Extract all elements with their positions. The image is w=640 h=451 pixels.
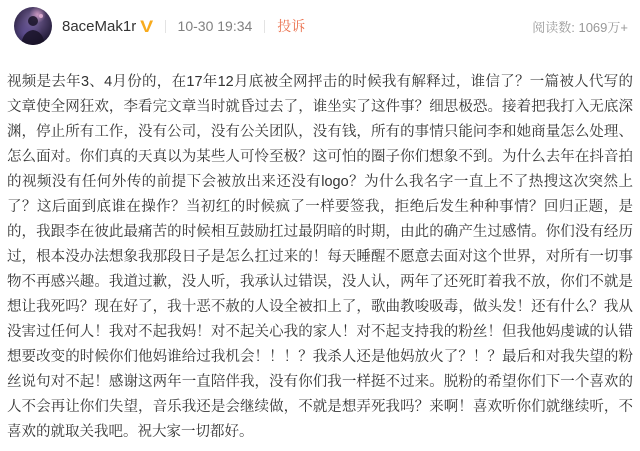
timestamp: 10-30 19:34 [177,18,253,34]
avatar-silhouette-icon [14,7,52,45]
verified-icon: V [140,16,154,36]
avatar[interactable] [14,7,52,45]
read-count: 阅读数: 1069万+ [532,19,628,35]
header-divider [264,20,265,33]
post-header [0,0,640,46]
header-divider [165,20,166,33]
username[interactable]: 8aceMak1r [62,17,137,35]
report-link[interactable]: 投诉 [277,18,306,34]
post-content: 视频是去年3、4月份的，在17年12月底被全网抨击的时候我有解释过，谁信了？一篇被人代写的文章使全网狂欢，李看完文章当时就昏过去了，谁坐实了这件事？细思极恐。接着把我打入无底深渊，停止所有工作，没有公司，没有公关团队，没有钱，所有的事情只能问李和她商量怎么处理、怎么面对。你们真的天真以为某些人可怜至极？这可怕的圈子你们想象不到。为什么去年在抖音拍的视频没有任何外传的前提下会被放出来还没有logo？为什么我名字一直上不了热搜这次突然上了？这后面到底谁在操作？当初红的时候疯了一样要签我，拒绝后发生种种事情？回归正题，是的，我跟李在彼此最痛苦的时候相互鼓励扛过最阴暗的时期，由此的确产生过感情。你们没有经历过，根本没办法想象我那段日子是怎么扛过来的！每天睡醒不愿意去面对这个世界，对所有一切事物不再感兴趣。我道过歉，没人听，我承认过错误，没人认，两年了还死盯着我不放，你们不就是想让我死吗？现在好了，我十恶不赦的人设全被扣上了，歌曲教唆吸毒，做头发！还有什么？我从没害过任何人！我对不起我妈！对不起关心我的家人！对不起支持我的粉丝！但我他妈虔诚的认错想要改变的时候你们他妈谁给过我机会！！！？我杀人还是他妈放火了？！？最后和对我失望的粉丝说句对不起！感谢这两年一直陪伴我，没有你们我一样挺不过来。脱粉的希望你们下一个喜欢的人不会再让你们失望，音乐我还是会继续做，不就是想弄死我吗？来啊！喜欢听你们就继续听，不喜欢的就取关我吧。祝大家一切都好。 [7,74,633,440]
